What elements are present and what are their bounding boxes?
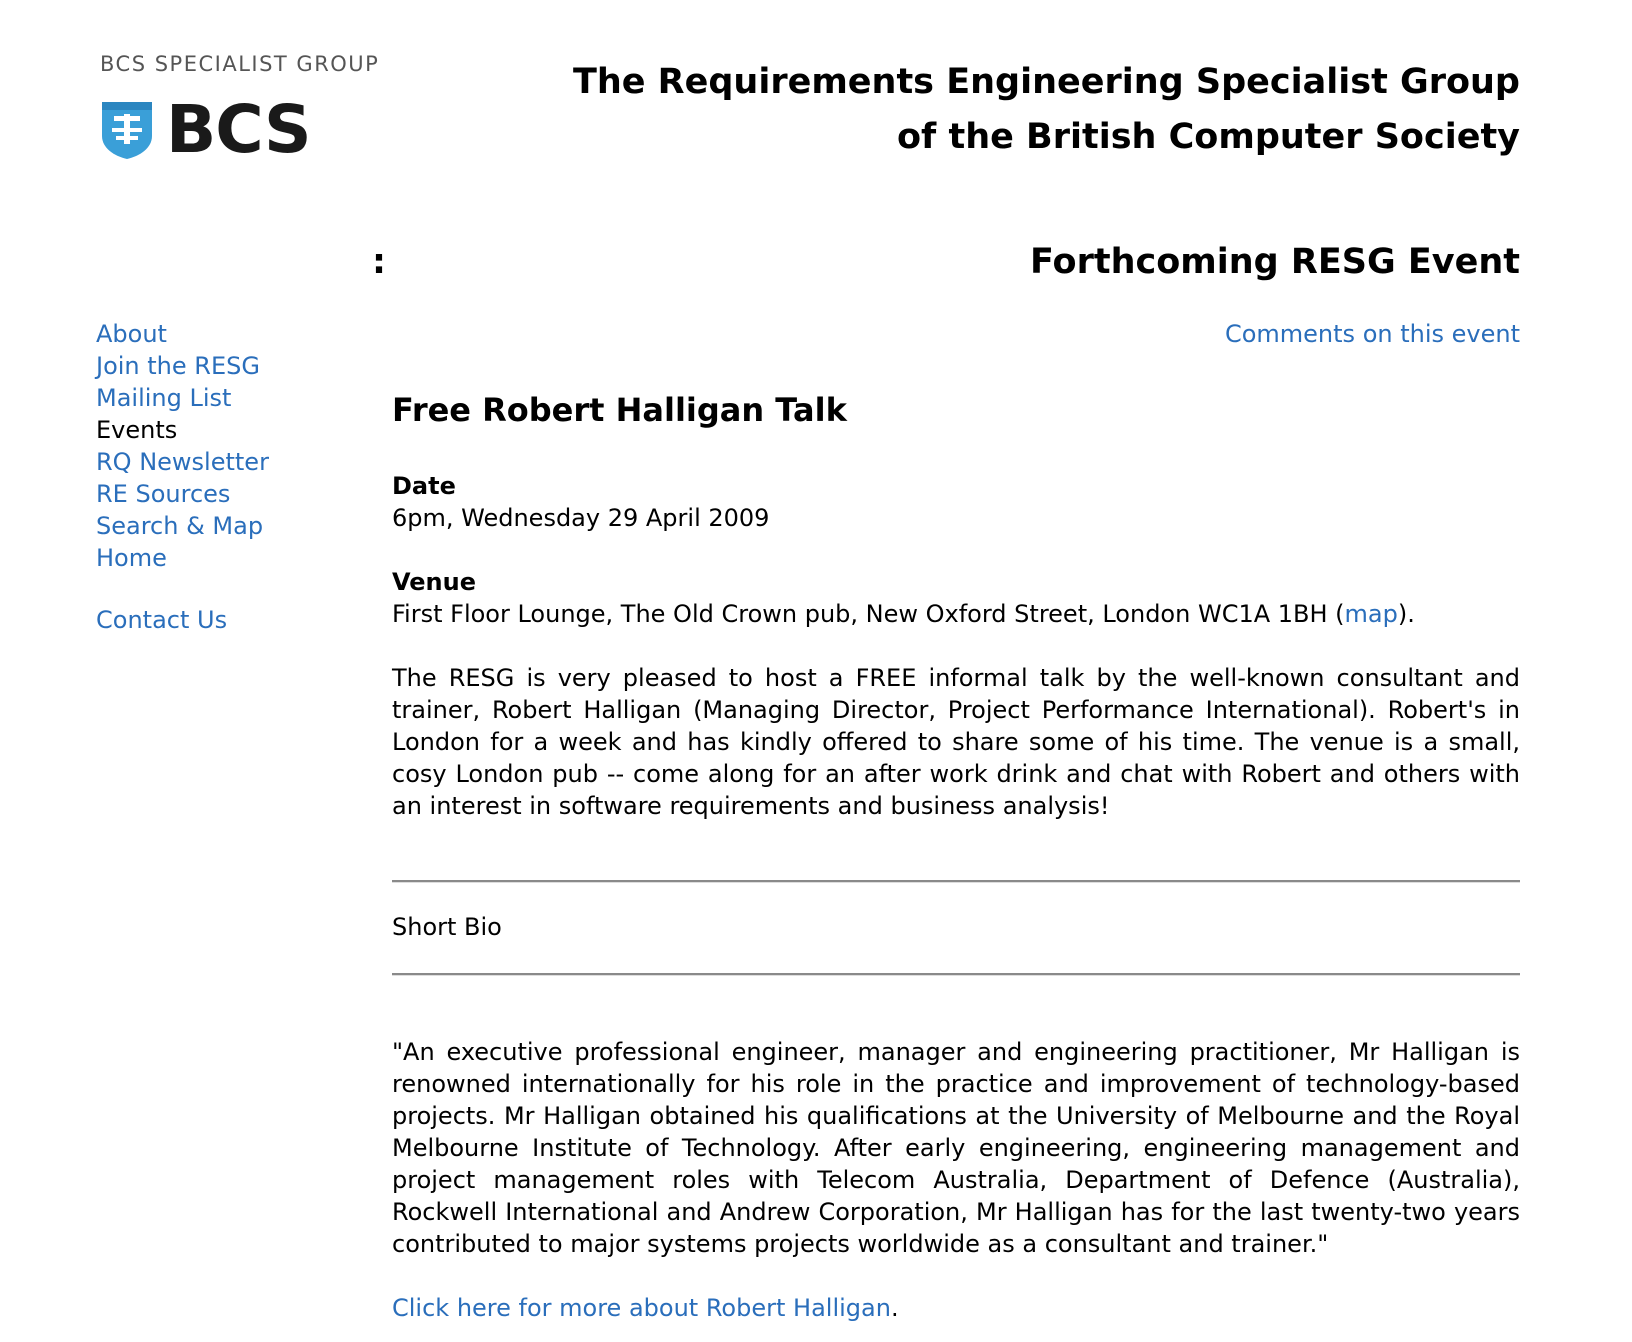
- bio-heading: Short Bio: [392, 913, 502, 941]
- sidebar-item-re-sources[interactable]: RE Sources: [96, 480, 231, 508]
- sidebar-item-rq-newsletter[interactable]: RQ Newsletter: [96, 448, 269, 476]
- venue-value: [392, 598, 1520, 630]
- bcs-logo: [100, 52, 380, 168]
- date-label: Date: [392, 472, 456, 500]
- sidebar-nav: [96, 318, 269, 636]
- venue-map-link[interactable]: map: [1344, 600, 1398, 628]
- venue-section: [392, 566, 1520, 630]
- sidebar-item-home[interactable]: Home: [96, 544, 167, 572]
- date-value: 6pm, Wednesday 29 April 2009: [392, 504, 770, 532]
- divider-bottom: [392, 973, 1520, 976]
- sidebar-item-join-the-resg[interactable]: Join the RESG: [96, 352, 260, 380]
- venue-suffix: ).: [1397, 600, 1415, 628]
- event-content: [392, 390, 1520, 1324]
- site-title-line-1: The Requirements Engineering Specialist Group: [572, 62, 1520, 102]
- more-about-link[interactable]: Click here for more about Robert Halligan: [392, 1294, 891, 1322]
- venue-label: Venue: [392, 568, 476, 596]
- bcs-shield-icon: [100, 100, 154, 160]
- site-title: [520, 55, 1520, 165]
- sidebar-item-contact-us[interactable]: Contact Us: [96, 606, 228, 634]
- nav-spacer: [96, 574, 269, 604]
- more-about-suffix: .: [890, 1294, 899, 1322]
- event-title: Free Robert Halligan Talk: [392, 391, 847, 429]
- heading-colon: :: [372, 242, 386, 282]
- logo-wordmark: BCS: [166, 91, 311, 168]
- site-title-line-2: of the British Computer Society: [897, 117, 1520, 157]
- sidebar-item-search-and-map[interactable]: Search & Map: [96, 512, 264, 540]
- page-title: Forthcoming RESG Event: [1030, 242, 1520, 282]
- venue-address: First Floor Lounge, The Old Crown pub, New Oxford Street, London WC1A 1BH (: [392, 600, 1345, 628]
- sidebar-item-mailing-list[interactable]: Mailing List: [96, 384, 232, 412]
- sidebar-item-events: Events: [96, 416, 178, 444]
- sidebar-item-about[interactable]: About: [96, 320, 167, 348]
- logo-row: [100, 91, 379, 168]
- bio-quote: "An executive professional engineer, manager and engineering practitioner, Mr Halligan is renowned internationally for his role in the practice and improvement of technology-based projects. Mr Halligan obtained his qualifications at the University of Melbourne and the Royal Melbourne Institute of Technology. After early engineering, engineering management and project management roles with Telecom Australia, Department of Defence (Australia), Rockwell International and Andrew Corporation, Mr Halligan has for the last twenty-two years contributed to major systems projects worldwide as a consultant and trainer.": [392, 1038, 1520, 1258]
- more-about-line: [392, 1292, 1520, 1324]
- event-intro: The RESG is very pleased to host a FREE informal talk by the well-known consultant and trainer, Robert Halligan (Managing Director, Project Performance International). Robert's in London for a week and has kindly offered to share some of his time. The venue is a small, cosy London pub -- come along for an after work drink and chat with Robert and others with an interest in software requirements and business analysis!: [392, 664, 1520, 820]
- logo-group-text: BCS SPECIALIST GROUP: [100, 52, 380, 76]
- comments-on-event-link[interactable]: Comments on this event: [1224, 320, 1520, 348]
- date-section: [392, 470, 1520, 534]
